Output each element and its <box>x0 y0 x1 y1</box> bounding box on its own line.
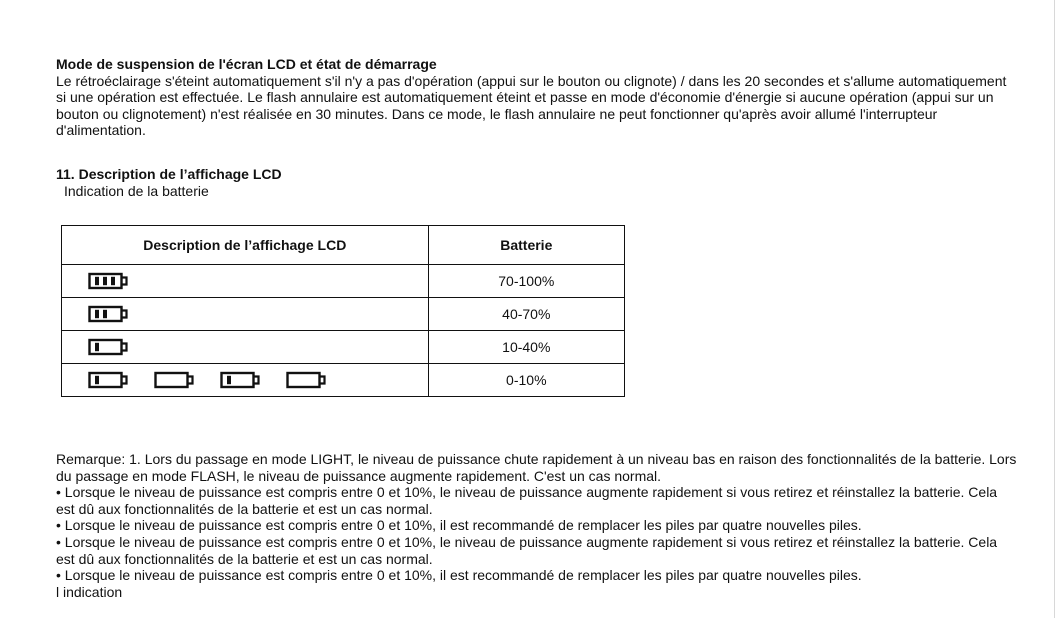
lcd-suspend-section <box>56 56 1018 139</box>
remark-bullet: • Lorsque le niveau de puissance est compris entre 0 et 10%, il est recommandé de remplacer les piles par quatre nouvelles piles. <box>56 567 862 584</box>
battery-2-bars-icon <box>88 305 130 323</box>
table-row <box>62 364 625 397</box>
remark-bullet: • Lorsque le niveau de puissance est compris entre 0 et 10%, le niveau de puissance augmente rapidement si vous retirez et réinstallez la batterie. Cela est dû aux fonctionnalités de la batterie et est un cas normal. <box>56 484 998 517</box>
battery-empty-icon <box>154 371 196 389</box>
lcd-icon-cell <box>62 364 429 397</box>
battery-indication-table <box>61 225 625 397</box>
table-row <box>62 265 625 298</box>
lcd-icon-cell <box>62 265 429 298</box>
battery-3-bars-icon <box>88 272 130 290</box>
battery-level-cell: 40-70% <box>428 298 624 331</box>
battery-1-bar-icon <box>88 371 130 389</box>
remark-bullet: • Lorsque le niveau de puissance est compris entre 0 et 10%, le niveau de puissance augmente rapidement si vous retirez et réinstallez la batterie. Cela est dû aux fonctionnalités de la batterie et est un cas normal. <box>56 533 998 567</box>
section-heading: 11. Description de l’affichage LCD <box>56 166 282 182</box>
section-subtitle: Indication de la batterie <box>64 182 209 199</box>
remarks-section <box>56 451 1018 600</box>
battery-1-bar-icon <box>88 338 130 356</box>
lcd-description-section <box>56 166 1018 199</box>
battery-level-cell: 10-40% <box>428 331 624 364</box>
header-lcd-description: Description de l’affichage LCD <box>62 226 429 265</box>
battery-level-cell: 0-10% <box>428 364 624 397</box>
remark-trailing-text: l indication <box>56 583 123 600</box>
lcd-icon-cell <box>62 298 429 331</box>
page-edge-divider <box>1054 0 1055 618</box>
table-row <box>62 298 625 331</box>
battery-empty-icon <box>286 371 328 389</box>
table-row <box>62 331 625 364</box>
header-battery: Batterie <box>428 226 624 265</box>
remark-paragraph: Remarque: 1. Lors du passage en mode LIGHT, le niveau de puissance chute rapidement à un niveau bas en raison des fonctionnalités de la batterie. Lors du passage en mode FLASH, le niveau de puissance augmente rapidement. C'est un cas normal. <box>56 451 1017 484</box>
battery-1-bar-icon <box>220 371 262 389</box>
remark-bullet: • Lorsque le niveau de puissance est compris entre 0 et 10%, il est recommandé de remplacer les piles par quatre nouvelles piles. <box>56 517 862 534</box>
battery-level-cell: 70-100% <box>428 265 624 298</box>
lcd-icon-cell <box>62 331 429 364</box>
section-body: Le rétroéclairage s'éteint automatiquement s'il n'y a pas d'opération (appui sur le bouton ou clignote) / dans les 20 secondes et s'allume automatiquement si une opération est effectuée. Le flash annulaire est automatiquement éteint et passe en mode d'économie d'énergie si aucune opération (appui sur un bouton ou clignotement) n'est réalisée en 30 minutes. Dans ce mode, le flash annulaire ne peut fonctionner qu'après avoir allumé l'interrupteur d'alimentation. <box>56 72 1007 139</box>
table-header-row <box>62 226 625 265</box>
section-title: Mode de suspension de l'écran LCD et état de démarrage <box>56 56 437 72</box>
